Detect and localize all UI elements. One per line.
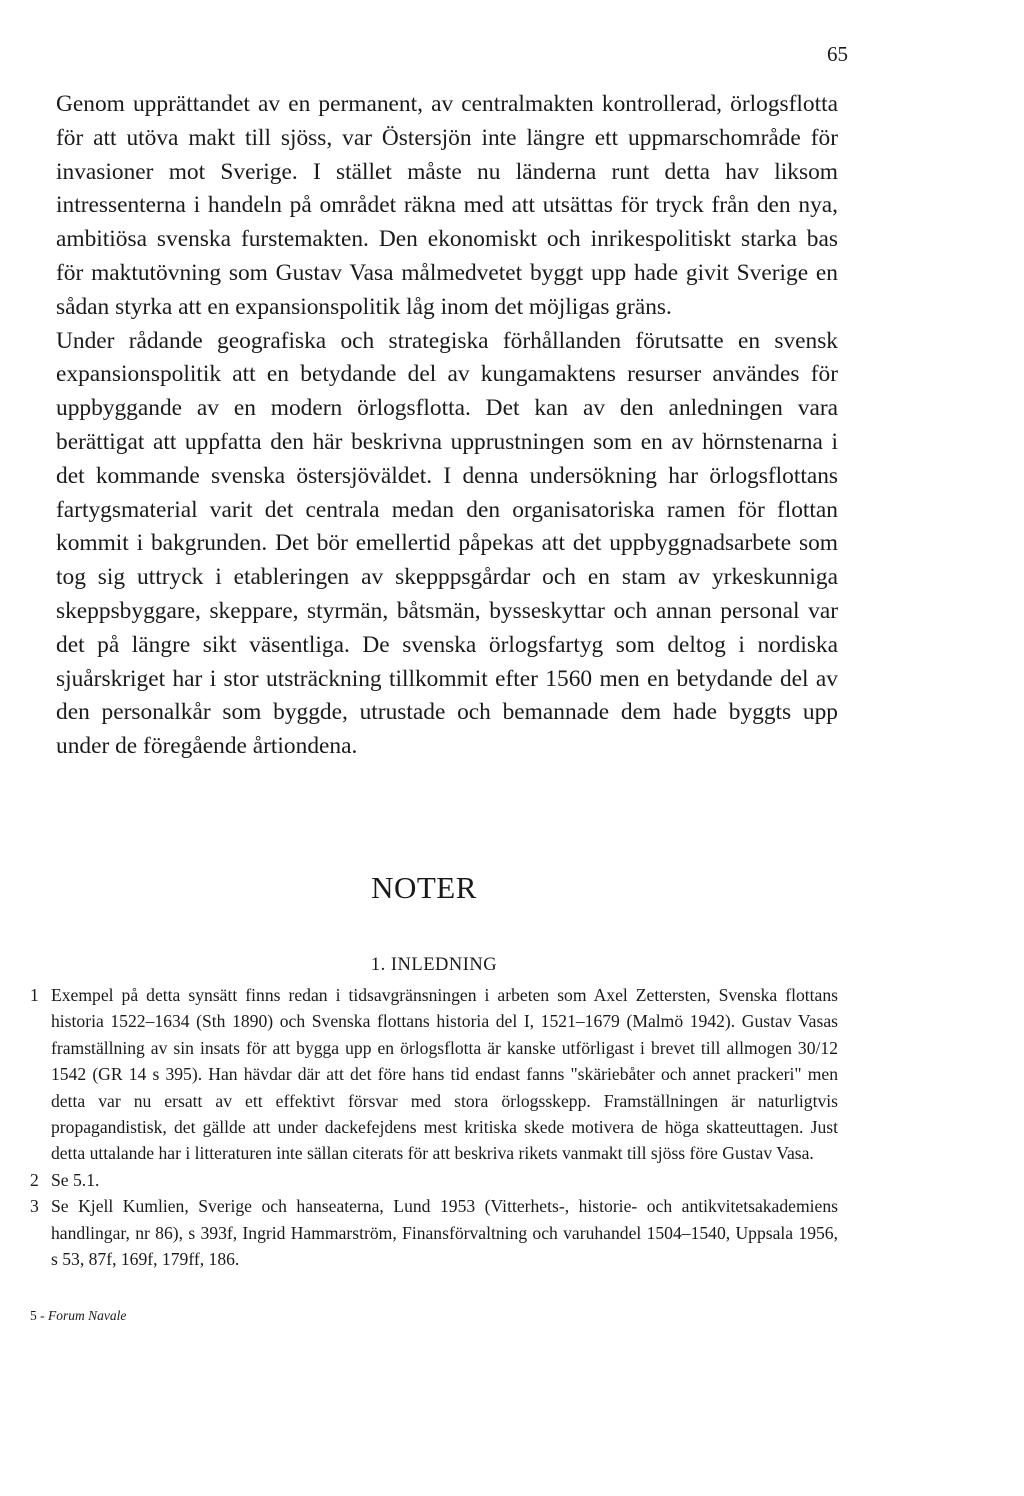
notes-list	[30, 982, 838, 1272]
body-text	[56, 88, 838, 764]
note-item	[30, 1193, 838, 1272]
notes-heading: NOTER	[371, 870, 477, 905]
note-text: Exempel på detta synsätt finns redan i tidsavgränsningen i arbeten som Axel Zettersten, Svenska flottans historia 1522–1634 (Sth 1890) och Svenska flottans historia del I, 1521–1679 (Malmö 1942). Gustav Vasas framställning av sin insats för att bygga upp en örlogsflotta är kanske utförligast i brevet till allmogen 30/12 1542 (GR 14 s 395). Han hävdar där att det före hans tid endast fanns "skäriebåter och annet prackeri" men detta var nu ersatt av ett effektivt försvar med stora örlogsskepp. Framställningen är naturligtvis propagandistisk, det gällde att under dackefejdens mest kritiska skede motivera de höga skatteuttagen. Just detta uttalande har i litteraturen inte sällan citerats för att beskriva rikets vanmakt till sjöss före Gustav Vasa.	[51, 985, 838, 1164]
body-paragraph: Genom upprättandet av en permanent, av centralmakten kontrollerad, örlogsflotta för att utöva makt till sjöss, var Östersjön inte längre ett uppmarschområde för invasioner mot Sverige. I stället måste nu länderna runt detta hav liksom intressenterna i handeln på området räkna med att utsättas för tryck från den nya, ambitiösa svenska furstemakten. Den ekonomiskt och inrikespolitiskt starka bas för maktutövning som Gustav Vasa målmedvetet byggt upp hade givit Sverige en sådan styrka att en expansionspolitik låg inom det möjligas gräns.	[56, 91, 838, 320]
body-paragraph: Under rådande geografiska och strategiska förhållanden förutsatte en svensk expansionspolitik att en betydande del av kungamaktens resurser användes för uppbyggande av en modern örlogsflotta. Det kan av den anledningen vara berättigat att uppfatta den här beskrivna upprustningen som en av hörnstenarna i det kommande svenska östersjöväldet. I denna undersökning har örlogsflottans fartygsmaterial varit det centrala medan den organisatoriska ramen för flottan kommit i bakgrunden. Det bör emellertid påpekas att det uppbyggnadsarbete som tog sig uttryck i etableringen av skepppsgårdar och en stam av yrkeskunniga skeppsbyggare, skeppare, styrmän, båtsmän, bysseskyttar och annan personal var det på längre sikt väsentliga. De svenska örlogsfartyg som deltog i nordiska sjuårskriget har i stor utsträckning tillkommit efter 1560 men en betydande del av den personalkår som byggde, utrustade och bemannade dem hade byggts upp under de föregående årtiondena.	[56, 327, 838, 760]
section-heading: 1. INLEDNING	[370, 955, 498, 975]
note-number: 2	[30, 1169, 39, 1190]
footer-title: Forum Navale	[48, 1308, 127, 1323]
note-text: Se Kjell Kumlien, Sverige och hanseaterna, Lund 1953 (Vitterhets-, historie- och antikvitetsakademiens handlingar, nr 86), s 393f, Ingrid Hammarström, Finansförvaltning och varuhandel 1504–1540, Uppsala 1956, s 53, 87f, 169f, 179ff, 186.	[51, 1196, 838, 1270]
note-number: 3	[30, 1196, 39, 1217]
note-number: 1	[30, 985, 39, 1005]
page-number: 65	[827, 42, 848, 66]
note-item	[30, 982, 838, 1167]
note-text: Se 5.1.	[51, 1169, 100, 1190]
footer-signature	[30, 1309, 126, 1323]
note-item	[30, 1167, 838, 1193]
footer-sheet-number: 5 -	[30, 1308, 45, 1323]
